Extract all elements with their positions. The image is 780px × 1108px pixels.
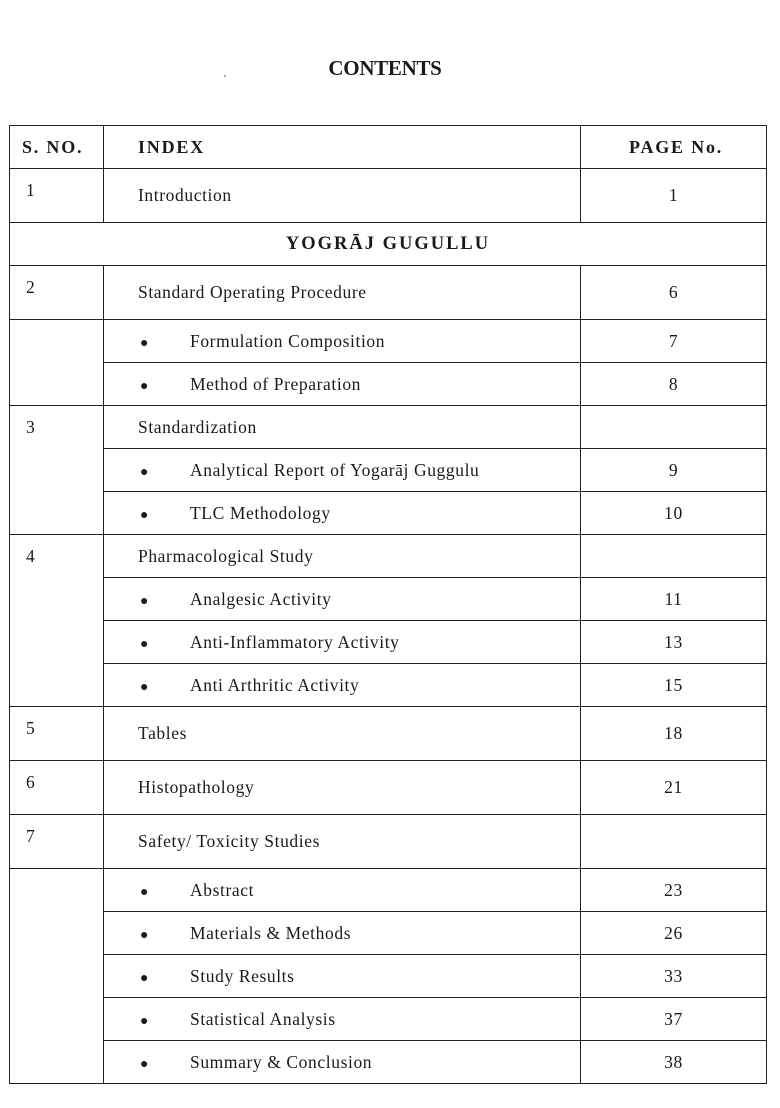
sub-row <box>10 664 767 707</box>
row-sno: 7 <box>10 815 104 869</box>
sub-row-title <box>104 1041 581 1084</box>
sub-row-title <box>104 869 581 912</box>
bullet-icon: ● <box>140 464 150 480</box>
sub-row-label: Anti Arthritic Activity <box>190 674 360 695</box>
section-title: YOGRĀJ GUGULLU <box>10 223 767 266</box>
sub-row-label: Analytical Report of Yogarāj Guggulu <box>190 459 480 480</box>
sub-row-label: Summary & Conclusion <box>190 1051 373 1072</box>
sub-row-label: Anti-Inflammatory Activity <box>190 631 400 652</box>
bullet-icon: ● <box>140 884 150 900</box>
table-row <box>10 761 767 815</box>
contents-table <box>9 125 767 1084</box>
sub-row-title <box>104 492 581 535</box>
row-title: Histopathology <box>104 761 581 815</box>
sub-row-page: 15 <box>581 664 767 707</box>
bullet-icon: ● <box>140 1056 150 1072</box>
sub-row-title <box>104 621 581 664</box>
sub-row-page: 26 <box>581 912 767 955</box>
sub-row-title <box>104 664 581 707</box>
sub-row <box>10 998 767 1041</box>
bullet-icon: ● <box>140 335 150 351</box>
section-row <box>10 223 767 266</box>
sub-row-page: 13 <box>581 621 767 664</box>
bullet-icon: ● <box>140 1013 150 1029</box>
row-page: 18 <box>581 707 767 761</box>
sub-row-page: 23 <box>581 869 767 912</box>
sub-row-label: Abstract <box>190 879 255 900</box>
row-page: 6 <box>581 266 767 320</box>
sub-row <box>10 912 767 955</box>
sub-row <box>10 363 767 406</box>
row-page <box>581 535 767 578</box>
row-title: Introduction <box>104 169 581 223</box>
row-title: Safety/ Toxicity Studies <box>104 815 581 869</box>
sub-row-title <box>104 363 581 406</box>
sub-row-title <box>104 998 581 1041</box>
row-sno-empty <box>10 320 104 406</box>
row-title: Standard Operating Procedure <box>104 266 581 320</box>
sub-row-page: 8 <box>581 363 767 406</box>
page-title: CONTENTS <box>328 56 442 80</box>
sub-row-page: 37 <box>581 998 767 1041</box>
sub-row <box>10 869 767 912</box>
row-page <box>581 406 767 449</box>
sub-row <box>10 492 767 535</box>
row-page: 21 <box>581 761 767 815</box>
row-title: Pharmacological Study <box>104 535 581 578</box>
sub-row-label: Study Results <box>190 965 295 986</box>
row-sno: 6 <box>10 761 104 815</box>
sub-row-title <box>104 578 581 621</box>
row-title: Tables <box>104 707 581 761</box>
table-row <box>10 266 767 320</box>
table-row <box>10 815 767 869</box>
sub-row <box>10 621 767 664</box>
table-row <box>10 406 767 449</box>
sub-row-page: 33 <box>581 955 767 998</box>
sub-row-title <box>104 449 581 492</box>
sub-row-page: 38 <box>581 1041 767 1084</box>
sub-row-label: TLC Methodology <box>190 502 331 523</box>
row-title: Standardization <box>104 406 581 449</box>
row-sno: 1 <box>10 169 104 223</box>
sub-row-page: 9 <box>581 449 767 492</box>
row-sno: 4 <box>10 535 104 707</box>
header-page: PAGE No. <box>581 126 767 169</box>
sub-row-label: Statistical Analysis <box>190 1008 336 1029</box>
header-sno: S. NO. <box>10 126 104 169</box>
row-sno-empty <box>10 869 104 1084</box>
header-row <box>10 126 767 169</box>
table-row <box>10 535 767 578</box>
row-sno: 2 <box>10 266 104 320</box>
bullet-icon: ● <box>140 927 150 943</box>
sub-row-title <box>104 955 581 998</box>
sub-row <box>10 449 767 492</box>
row-page <box>581 815 767 869</box>
bullet-icon: ● <box>140 593 150 609</box>
bullet-icon: ● <box>140 636 150 652</box>
sub-row-page: 7 <box>581 320 767 363</box>
row-page: 1 <box>581 169 767 223</box>
sub-row-label: Formulation Composition <box>190 330 386 351</box>
sub-row <box>10 955 767 998</box>
sub-row-label: Analgesic Activity <box>190 588 332 609</box>
bullet-icon: ● <box>140 970 150 986</box>
sub-row <box>10 1041 767 1084</box>
bullet-icon: ● <box>140 679 150 695</box>
speck <box>224 75 226 77</box>
sub-row <box>10 578 767 621</box>
header-index: INDEX <box>104 126 581 169</box>
table-row <box>10 169 767 223</box>
sub-row-label: Method of Preparation <box>190 373 362 394</box>
row-sno: 5 <box>10 707 104 761</box>
row-sno: 3 <box>10 406 104 535</box>
sub-row-title <box>104 320 581 363</box>
bullet-icon: ● <box>140 507 150 523</box>
sub-row-title <box>104 912 581 955</box>
sub-row-label: Materials & Methods <box>190 922 352 943</box>
sub-row-page: 10 <box>581 492 767 535</box>
bullet-icon: ● <box>140 378 150 394</box>
sub-row-page: 11 <box>581 578 767 621</box>
sub-row <box>10 320 767 363</box>
table-row <box>10 707 767 761</box>
